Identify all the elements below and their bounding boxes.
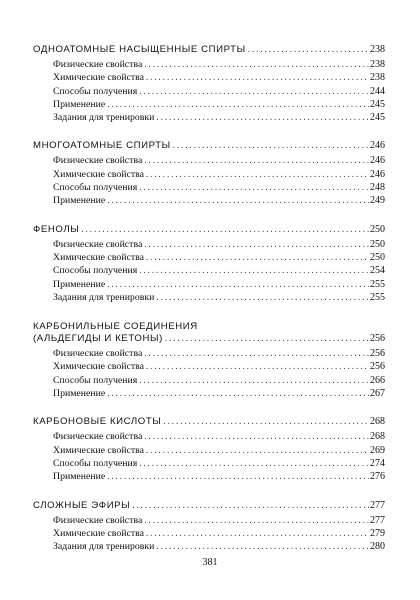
entry-page-number: 249 [370, 195, 385, 207]
dot-leader [138, 376, 369, 387]
section-heading-row[interactable] [33, 140, 385, 154]
entry-title: Применение [53, 98, 106, 110]
section-title: КАРБОНОВЫЕ КИСЛОТЫ [33, 416, 162, 428]
entry-title: Физические свойства [53, 59, 143, 70]
section-page-number: 250 [370, 223, 385, 235]
entry-page-number: 246 [370, 168, 385, 180]
dot-leader [145, 253, 369, 264]
toc-entry-row[interactable] [33, 540, 385, 553]
toc-entry-row[interactable] [33, 154, 385, 167]
dot-leader [138, 183, 369, 194]
entry-title: Физические свойства [53, 431, 143, 443]
table-of-contents [33, 44, 385, 569]
section-heading-row[interactable] [33, 500, 385, 514]
dot-leader [143, 349, 369, 360]
entry-title: Химические свойства [53, 72, 144, 84]
entry-title: Физические свойства [53, 238, 143, 250]
dot-leader [143, 156, 369, 167]
entry-page-number: 255 [370, 278, 385, 290]
dot-leader [155, 113, 369, 124]
section-page-number: 246 [370, 140, 385, 152]
toc-entry-row[interactable] [33, 238, 385, 251]
entry-page-number: 266 [370, 374, 385, 386]
entry-page-number: 256 [370, 348, 385, 360]
toc-entry-row[interactable] [33, 291, 385, 304]
toc-section [33, 224, 385, 304]
toc-entry-row[interactable] [33, 470, 385, 483]
entry-title: Применение [53, 471, 106, 483]
toc-entry-row[interactable] [33, 444, 385, 457]
entry-title: Применение [53, 388, 106, 400]
dot-leader [138, 87, 369, 98]
dot-leader [106, 389, 369, 400]
entry-page-number: 254 [370, 265, 385, 277]
entry-page-number: 256 [370, 361, 385, 373]
entry-page-number: 267 [370, 388, 385, 400]
entry-title: Физические свойства [53, 348, 143, 360]
entry-title: Физические свойства [53, 155, 143, 167]
dot-leader [143, 240, 369, 251]
entry-title: Химические свойства [53, 527, 144, 539]
entry-title: Химические свойства [53, 168, 144, 180]
dot-leader [164, 336, 369, 344]
toc-entry-row[interactable] [33, 58, 385, 71]
toc-entry-row[interactable] [33, 347, 385, 360]
dot-leader [106, 472, 369, 483]
dot-leader [143, 432, 369, 443]
entry-page-number: 248 [370, 182, 385, 194]
dot-leader [247, 47, 369, 55]
toc-entry-row[interactable] [33, 194, 385, 207]
toc-section [33, 44, 385, 124]
dot-leader [131, 503, 369, 511]
dot-leader [143, 516, 369, 527]
dot-leader [172, 143, 369, 151]
entry-title: Химические свойства [53, 444, 144, 456]
entry-page-number: 246 [370, 155, 385, 167]
toc-entry-row[interactable] [33, 98, 385, 111]
entry-title: Задания для тренировки [53, 112, 155, 124]
entry-page-number: 279 [370, 527, 385, 539]
section-title: ФЕНОЛЫ [33, 223, 80, 235]
toc-section [33, 320, 385, 400]
toc-entry-row[interactable] [33, 181, 385, 194]
toc-entry-row[interactable] [33, 360, 385, 373]
toc-section [33, 416, 385, 483]
section-title: СЛОЖНЫЕ ЭФИРЫ [33, 499, 131, 511]
entry-title: Применение [53, 195, 106, 207]
section-page-number: 277 [370, 499, 385, 511]
section-heading-row[interactable] [33, 44, 385, 58]
toc-entry-row[interactable] [33, 71, 385, 84]
entry-title: Способы получения [53, 182, 138, 194]
dot-leader [138, 266, 369, 277]
dot-leader [138, 459, 369, 470]
dot-leader [162, 419, 369, 427]
dot-leader [145, 170, 369, 181]
toc-entry-row[interactable] [33, 251, 385, 264]
section-title: (АЛЬДЕГИДЫ И КЕТОНЫ) [33, 333, 163, 345]
toc-entry-row[interactable] [33, 278, 385, 291]
section-page-number: 238 [370, 44, 385, 55]
entry-title: Способы получения [53, 374, 138, 386]
section-title-first-line: КАРБОНИЛЬНЫЕ СОЕДИНЕНИЯ [33, 321, 198, 333]
section-title: ОДНОАТОМНЫЕ НАСЫЩЕННЫЕ СПИРТЫ [33, 44, 246, 55]
toc-entry-row[interactable] [33, 168, 385, 181]
section-title: МНОГОАТОМНЫЕ СПИРТЫ [33, 140, 171, 152]
section-page-number: 256 [370, 333, 385, 345]
entry-title: Способы получения [53, 265, 138, 277]
entry-page-number: 274 [370, 457, 385, 469]
toc-section [33, 500, 385, 554]
entry-title: Физические свойства [53, 514, 143, 526]
section-heading-row[interactable] [33, 224, 385, 238]
entry-page-number: 269 [370, 444, 385, 456]
toc-entry-row[interactable] [33, 514, 385, 527]
toc-entry-row[interactable] [33, 457, 385, 470]
dot-leader [145, 446, 369, 457]
entry-title: Применение [53, 278, 106, 290]
dot-leader [106, 100, 369, 111]
dot-leader [155, 293, 369, 304]
entry-page-number: 238 [370, 59, 385, 70]
entry-page-number: 250 [370, 238, 385, 250]
dot-leader [106, 280, 369, 291]
entry-page-number: 277 [370, 514, 385, 526]
section-heading-row[interactable] [33, 416, 385, 430]
dot-leader [106, 196, 369, 207]
toc-entry-row[interactable] [33, 85, 385, 98]
entry-page-number: 238 [370, 72, 385, 84]
entry-title: Химические свойства [53, 251, 144, 263]
entry-page-number: 268 [370, 431, 385, 443]
toc-entry-row[interactable] [33, 111, 385, 124]
toc-entry-row[interactable] [33, 264, 385, 277]
dot-leader [145, 529, 369, 540]
entry-title: Задания для тренировки [53, 541, 155, 553]
entry-page-number: 276 [370, 471, 385, 483]
entry-page-number: 245 [370, 98, 385, 110]
entry-page-number: 250 [370, 251, 385, 263]
dot-leader [145, 73, 369, 84]
page-number-footer: 381 [202, 557, 218, 568]
entry-page-number: 244 [370, 85, 385, 97]
dot-leader [143, 60, 369, 71]
dot-leader [145, 362, 369, 373]
entry-page-number: 255 [370, 291, 385, 303]
dot-leader [80, 227, 369, 235]
toc-entry-row[interactable] [33, 387, 385, 400]
entry-title: Химические свойства [53, 361, 144, 373]
toc-entry-row[interactable] [33, 374, 385, 387]
toc-entry-row[interactable] [33, 430, 385, 443]
entry-page-number: 245 [370, 112, 385, 124]
toc-entry-row[interactable] [33, 527, 385, 540]
dot-leader [155, 542, 369, 553]
section-page-number: 268 [370, 416, 385, 428]
entry-title: Задания для тренировки [53, 291, 155, 303]
entry-title: Способы получения [53, 85, 138, 97]
entry-title: Способы получения [53, 457, 138, 469]
entry-page-number: 280 [370, 541, 385, 553]
section-heading-row[interactable] [33, 333, 385, 347]
toc-section [33, 140, 385, 207]
